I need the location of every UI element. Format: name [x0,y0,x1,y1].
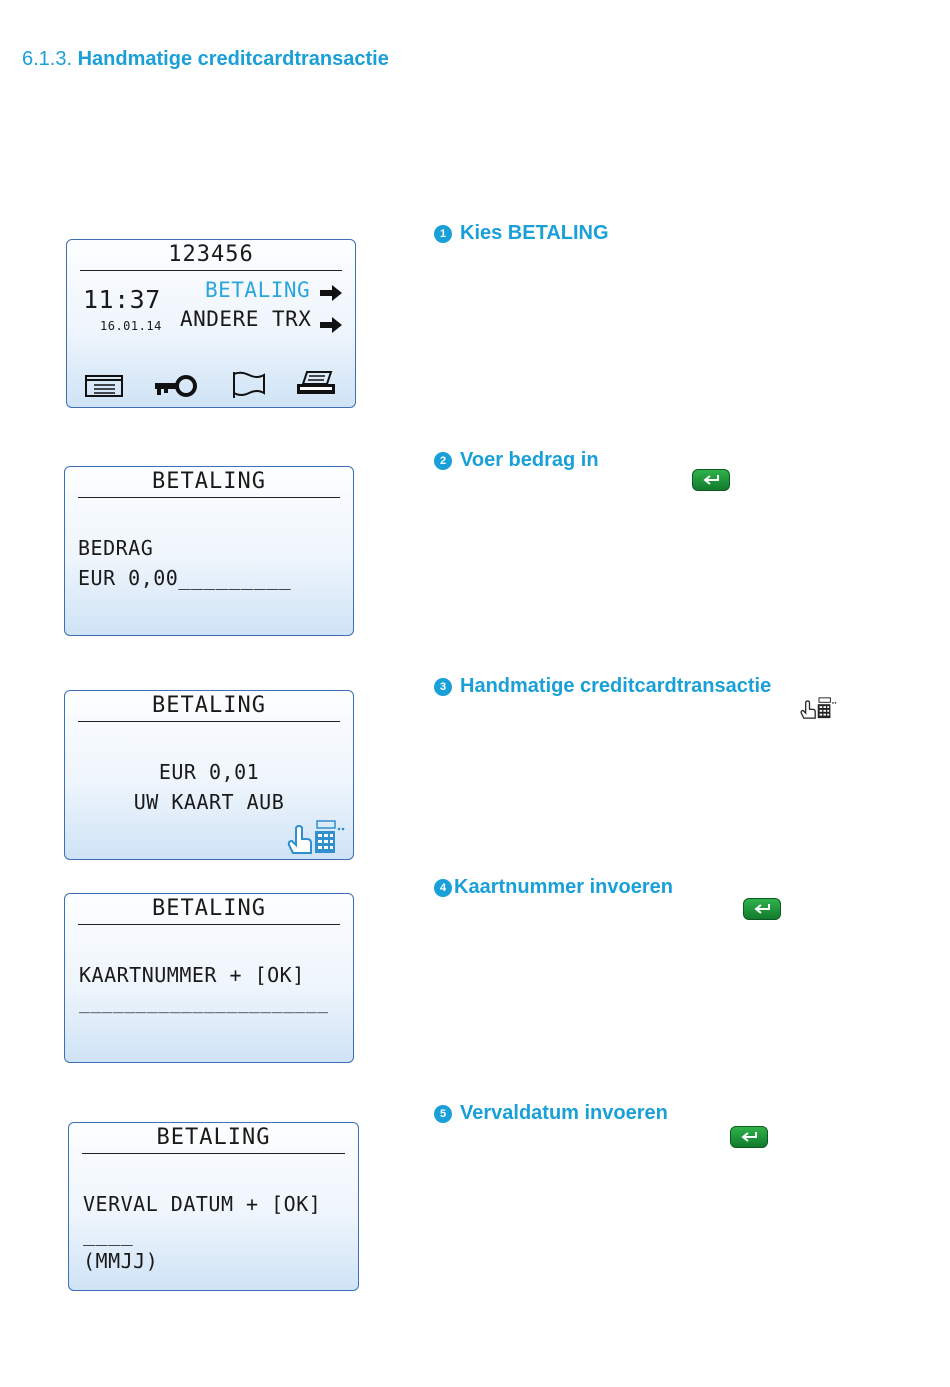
step-number: 1 [434,225,452,243]
manual-keypad-icon[interactable] [287,819,347,855]
screen-divider [82,1153,345,1154]
flag-icon[interactable] [231,371,267,399]
screen-title: BETALING [152,469,266,494]
terminal-screen-expiry-date [68,1122,359,1291]
ok-enter-key-icon[interactable] [743,898,781,920]
key-icon[interactable] [153,374,199,398]
manual-keypad-icon[interactable] [800,696,838,720]
section-title: Handmatige creditcardtransactie [77,48,389,70]
step-4 [434,876,673,899]
step-number: 3 [434,678,452,696]
menu-item-betaling[interactable]: BETALING [205,278,311,302]
step-label: Kies BETALING [460,222,609,244]
step-number: 4 [434,879,452,897]
screen-line-bedrag: BEDRAG [78,536,154,560]
card-number-prompt: KAARTNUMMER + [OK] [79,963,305,987]
step-5 [434,1102,668,1125]
step-label: Voer bedrag in [460,449,599,471]
card-number-input-display: ______________________ [79,993,329,1014]
screen-divider [78,721,340,722]
step-label: Handmatige creditcardtransactie [460,675,772,697]
screen-divider [78,497,340,498]
screen-divider [78,924,340,925]
screen-date: 16.01.14 [100,319,162,333]
terminal-screen-present-card [64,690,354,860]
arrow-right-icon [319,316,343,334]
step-number: 5 [434,1105,452,1123]
amount-input-display: EUR 0,00_________ [78,566,292,590]
expiry-date-format-hint: (MMJJ) [83,1249,159,1273]
section-heading [22,48,389,71]
step-1 [434,222,609,245]
ok-enter-key-icon[interactable] [730,1126,768,1148]
expiry-date-input-display: ____ [83,1222,134,1246]
step-label: Kaartnummer invoeren [454,876,673,898]
screen-card-prompt: UW KAART AUB [133,790,285,814]
ok-enter-key-icon[interactable] [692,469,730,491]
step-2 [434,449,599,472]
menu-list-icon[interactable] [85,373,123,397]
screen-title: BETALING [152,896,266,921]
menu-item-andere-trx[interactable]: ANDERE TRX [180,307,312,331]
screen-time: 11:37 [83,285,161,314]
terminal-screen-card-number [64,893,354,1063]
arrow-right-icon [319,284,343,302]
screen-title: BETALING [152,693,266,718]
screen-amount: EUR 0,01 [158,760,260,784]
step-3 [434,675,771,698]
step-label: Vervaldatum invoeren [460,1102,668,1124]
section-number: 6.1.3. [22,48,73,70]
step-number: 2 [434,452,452,470]
printer-icon[interactable] [295,370,337,398]
terminal-screen-amount [64,466,354,636]
terminal-screen-main-menu [66,239,356,408]
expiry-date-prompt: VERVAL DATUM + [OK] [83,1192,322,1216]
terminal-id: 123456 [168,242,254,267]
screen-title: BETALING [156,1125,271,1150]
screen-divider [80,270,342,271]
